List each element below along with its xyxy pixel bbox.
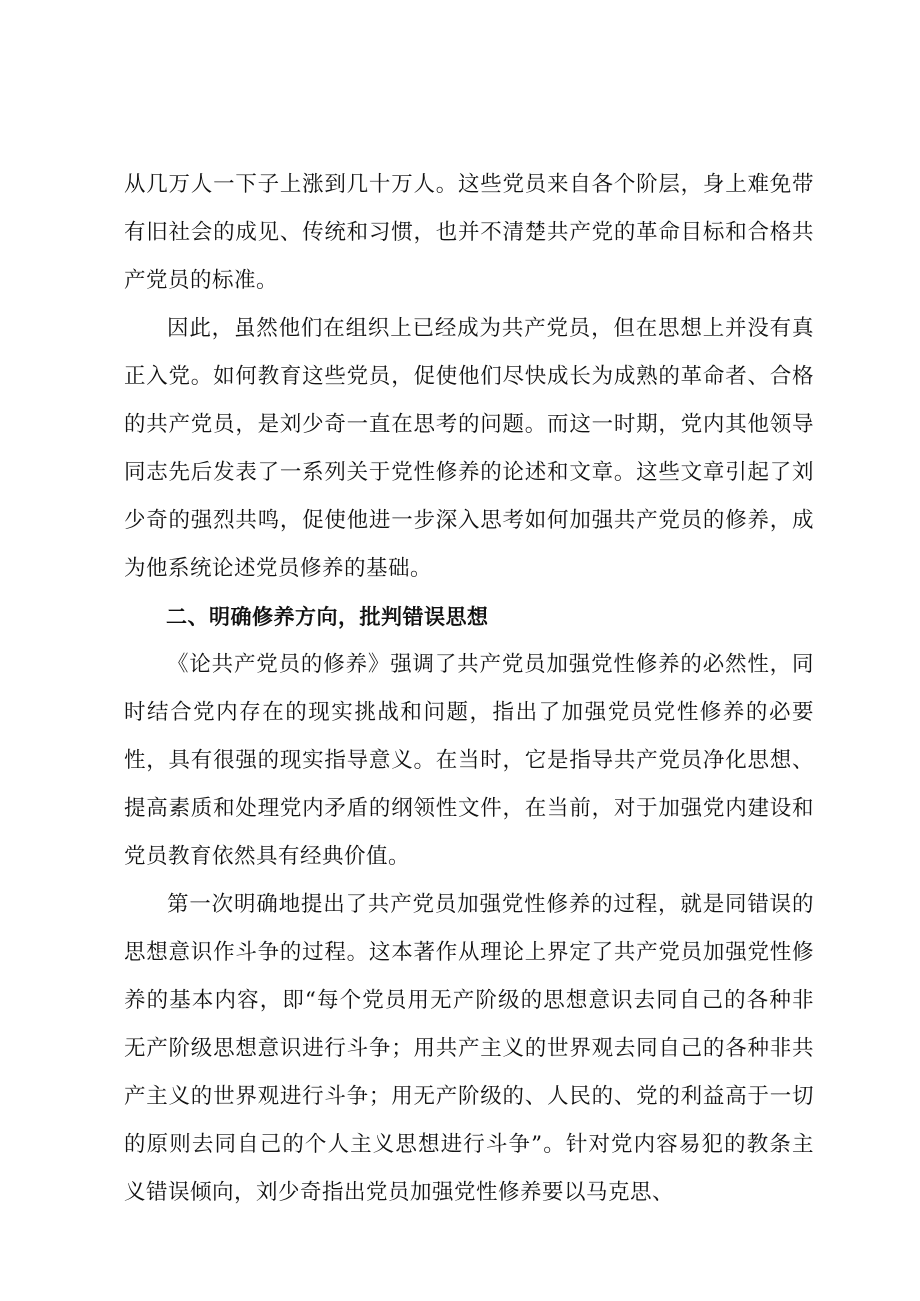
paragraph-continued: 从几万人一下子上涨到几十万人。这些党员来自各个阶层，身上难免带有旧社会的成见、传统和习惯，也并不清楚共产党的革命目标和合格共产党员的标准。 [124,172,814,293]
paragraph: 第一次明确地提出了共产党员加强党性修养的过程，就是同错误的思想意识作斗争的过程。这本著作从理论上界定了共产党员加强党性修养的基本内容，即“每个党员用无产阶级的思想意识去同自己的各种非无产阶级思想意识进行斗争；用共产主义的世界观去同自己的各种非共产主义的世界观进行斗争；用无产阶级的、人民的、党的利益高于一切的原则去同自己的个人主义思想进行斗争”。针对党内容易犯的教条主义错误倾向，刘少奇指出党员加强党性修养要以马克思、 [124,892,814,1205]
paragraph: 因此，虽然他们在组织上已经成为共产党员，但在思想上并没有真正入党。如何教育这些党员，促使他们尽快成长为成熟的革命者、合格的共产党员，是刘少奇一直在思考的问题。而这一时期，党内其他领导同志先后发表了一系列关于党性修养的论述和文章。这些文章引起了刘少奇的强烈共鸣，促使他进一步深入思考如何加强共产党员的修养，成为他系统论述党员修养的基础。 [124,316,814,581]
paragraph: 《论共产党员的修养》强调了共产党员加强党性修养的必然性，同时结合党内存在的现实挑战和问题，指出了加强党员党性修养的必要性，具有很强的现实指导意义。在当时，它是指导共产党员净化思想、提高素质和处理党内矛盾的纲领性文件，在当前，对于加强党内建设和党员教育依然具有经典价值。 [124,652,814,869]
section-heading: 二、明确修养方向，批判错误思想 [166,605,489,629]
document-body [124,161,814,1217]
